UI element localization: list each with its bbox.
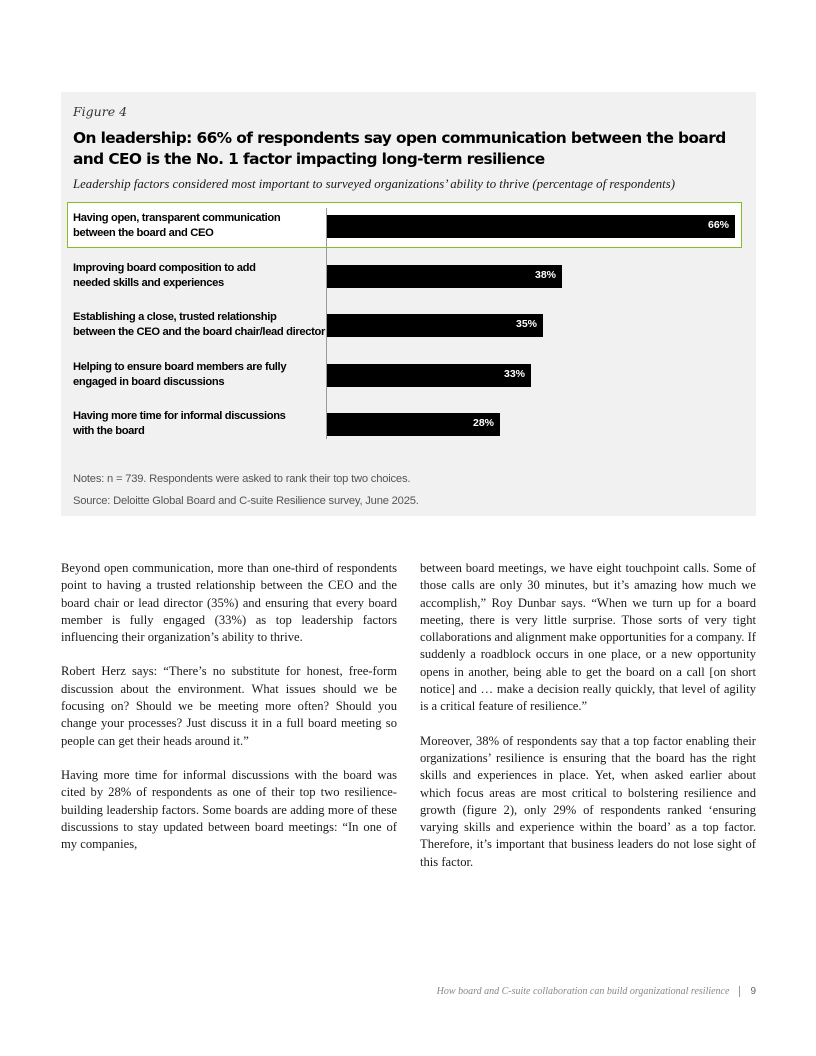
body-column-left [61, 560, 397, 870]
figure-source: Source: Deloitte Global Board and C-suite Resilience survey, June 2025. [73, 495, 419, 507]
paragraph: Having more time for informal discussions with the board was cited by 28% of respondents as one of their top two resilience-building leadership factors. Some boards are adding more of these discussions to stay updated between board meetings: “In one of my companies, [61, 767, 397, 852]
bar [327, 215, 735, 238]
footer-divider [739, 986, 740, 997]
footer-title: How board and C-suite collaboration can build organizational resilience [436, 986, 730, 997]
bar [327, 265, 562, 288]
bar [327, 413, 500, 436]
figure-title: On leadership: 66% of respondents say open communication between the board and CEO is the No. 1 factor impacting long-term resilience [73, 129, 726, 168]
bar-category-label: Having open, transparent communication between the board and CEO [73, 212, 281, 239]
bar-value-label: 38% [534, 268, 556, 281]
figure-panel [61, 92, 756, 516]
bar-category-label: Improving board composition to add needed skills and experiences [73, 261, 256, 289]
bar-category-label: Having more time for informal discussions with the board [73, 410, 286, 438]
bar-chart [61, 202, 756, 452]
bar-value-label: 66% [707, 219, 729, 231]
figure-label: Figure 4 [73, 104, 128, 119]
bar [327, 314, 543, 337]
page-footer [300, 986, 756, 997]
figure-subtitle: Leadership factors considered most important to surveyed organizations’ ability to thrive (percentage of respondents) [73, 177, 675, 191]
bar-value-label: 33% [503, 367, 525, 380]
bar-value-label: 28% [472, 417, 494, 430]
body-column-right [420, 560, 756, 888]
paragraph: Beyond open communication, more than one-third of respondents point to having a trusted relationship between the CEO and the board chair or lead director (35%) and ensuring that every board member is fully engaged (33%) as top leadership factors influencing their organization’s ability to thrive. [61, 561, 397, 645]
bar [327, 364, 531, 387]
paragraph: Moreover, 38% of respondents say that a top factor enabling their organizations’ resilience is ensuring that the board has the right skills and experiences in place. Yet, when asked earlier about which focus areas are most critical to bolstering resilience and growth (figure 2), only 29% of respondents ranked ‘ensuring varying skills and experience within the board’ as a top factor. Therefore, it’s important that business leaders do not lose sight of this factor. [420, 733, 756, 869]
bar-value-label: 35% [515, 318, 537, 331]
paragraph: between board meetings, we have eight touchpoint calls. Some of those calls are only 30 minutes, but it’s amazing how much we accomplish,” Roy Dunbar says. “When we turn up for a board meeting, there is very little surprise. Those sorts of very tight collaborations and alignment make opportunities for a company. If suddenly a roadblock occurs in one place, or a new opportunity opens in another, being able to get the board on a call [on short notice] and … make a decision really quickly, that level of agility is a critical feature of resilience.” [420, 561, 756, 714]
bar-category-label: Helping to ensure board members are fully engaged in board discussions [73, 360, 287, 388]
bar-category-label: Establishing a close, trusted relationship between the CEO and the board chair/lead director [73, 311, 326, 339]
figure-notes: Notes: n = 739. Respondents were asked to rank their top two choices. [73, 473, 411, 485]
page-number: 9 [750, 986, 756, 997]
paragraph: Robert Herz says: “There’s no substitute for honest, free-form discussion about the environment. What issues should we be focusing on? Should we be meeting more often? Should you change your processes? Just discuss it in a full board meeting so people can get their heads around it.” [61, 664, 397, 748]
